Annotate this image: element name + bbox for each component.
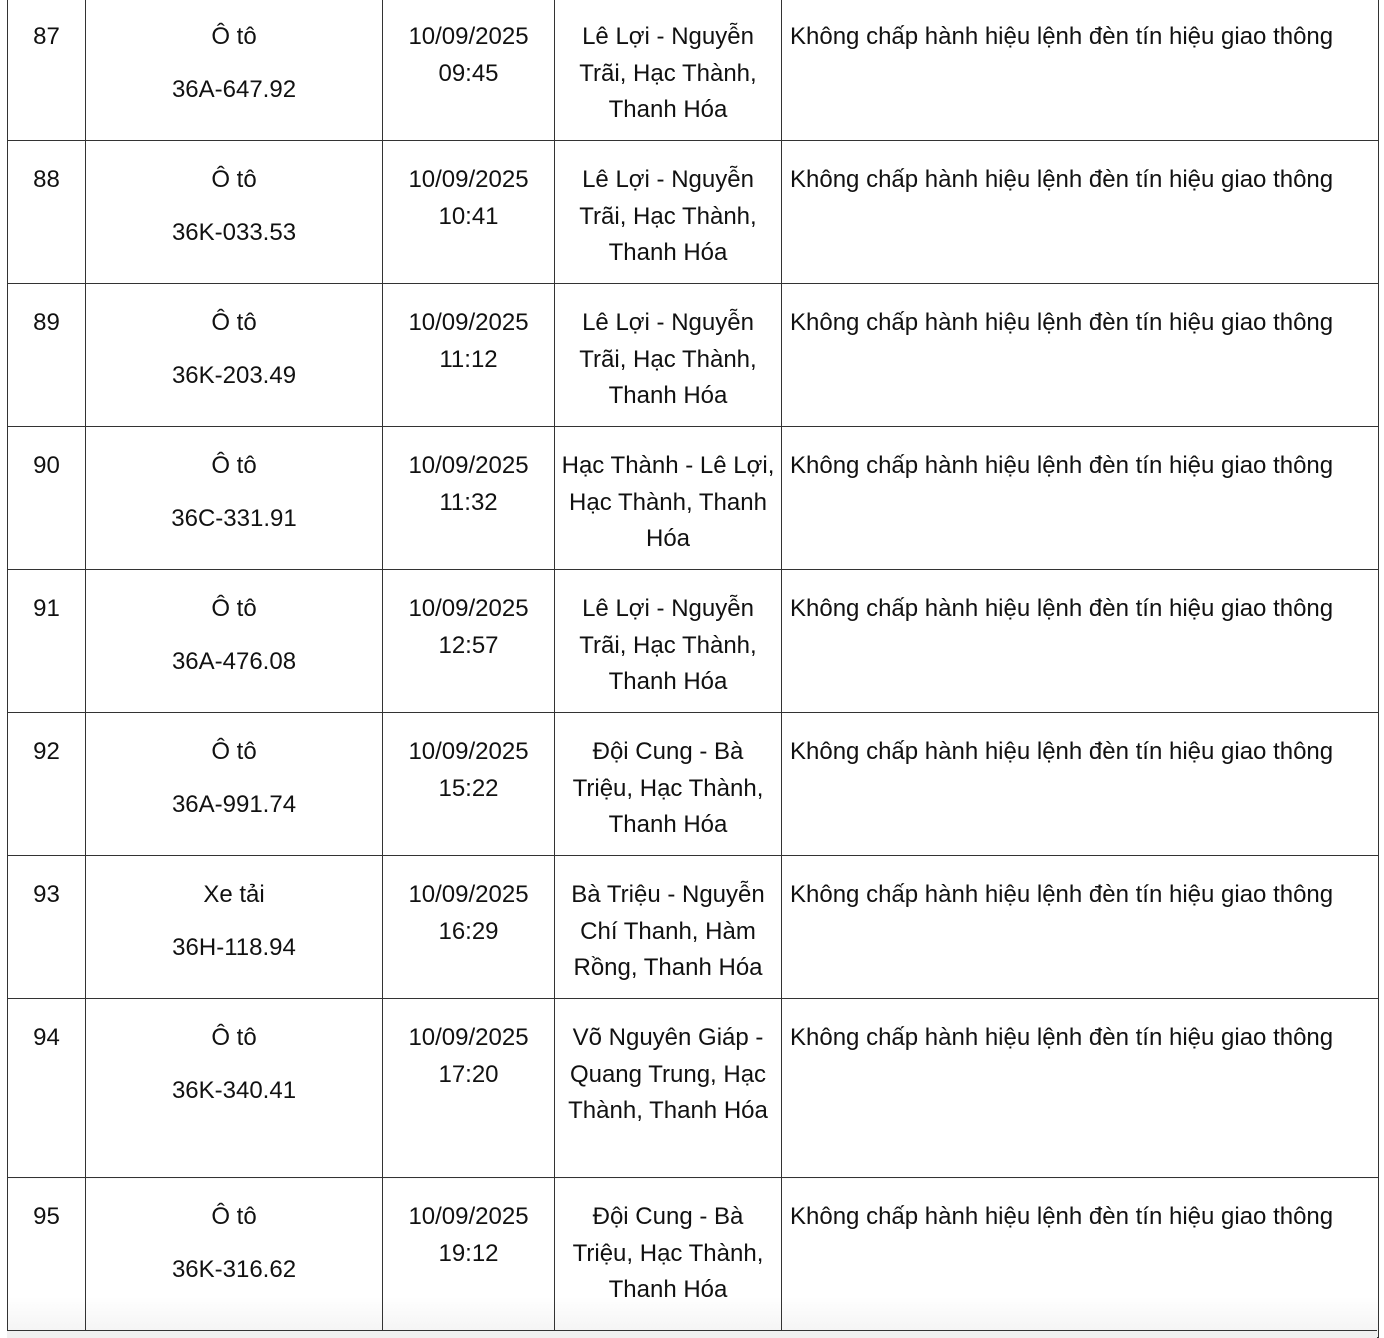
license-plate: 36A-476.08 bbox=[171, 647, 297, 675]
vehicle-cell bbox=[86, 284, 383, 427]
license-plate: 36K-033.53 bbox=[171, 218, 297, 246]
location-cell: Đội Cung - Bà Triệu, Hạc Thành, Thanh Hóa bbox=[555, 1178, 782, 1338]
table-row bbox=[8, 856, 1379, 999]
violation-date: 10/09/2025 bbox=[408, 452, 529, 479]
violation-time: 17:20 bbox=[438, 1060, 499, 1088]
location-cell: Đội Cung - Bà Triệu, Hạc Thành, Thanh Hóa bbox=[555, 713, 782, 856]
row-number: 94 bbox=[8, 999, 86, 1178]
datetime-cell bbox=[383, 856, 555, 999]
location-cell: Võ Nguyên Giáp - Quang Trung, Hạc Thành, Thanh Hóa bbox=[555, 999, 782, 1178]
location-cell: Hạc Thành - Lê Lợi, Hạc Thành, Thanh Hóa bbox=[555, 427, 782, 570]
datetime-cell bbox=[383, 570, 555, 713]
next-row-edge bbox=[7, 1330, 1377, 1338]
violation-cell: Không chấp hành hiệu lệnh đèn tín hiệu giao thông bbox=[782, 713, 1379, 856]
table-row bbox=[8, 999, 1379, 1178]
violation-time: 16:29 bbox=[438, 917, 499, 945]
location-cell: Lê Lợi - Nguyễn Trãi, Hạc Thành, Thanh Hóa bbox=[555, 0, 782, 141]
row-number: 92 bbox=[8, 713, 86, 856]
datetime-cell bbox=[383, 0, 555, 141]
table-row bbox=[8, 0, 1379, 141]
license-plate: 36A-991.74 bbox=[171, 790, 297, 818]
location-cell: Lê Lợi - Nguyễn Trãi, Hạc Thành, Thanh Hóa bbox=[555, 284, 782, 427]
location-cell: Lê Lợi - Nguyễn Trãi, Hạc Thành, Thanh Hóa bbox=[555, 141, 782, 284]
violation-date: 10/09/2025 bbox=[408, 1024, 529, 1051]
vehicle-cell bbox=[86, 570, 383, 713]
violation-date: 10/09/2025 bbox=[408, 23, 529, 50]
license-plate: 36K-316.62 bbox=[171, 1255, 297, 1283]
vehicle-cell bbox=[86, 856, 383, 999]
vehicle-cell bbox=[86, 713, 383, 856]
datetime-cell bbox=[383, 141, 555, 284]
datetime-cell bbox=[383, 999, 555, 1178]
violations-table-body bbox=[8, 0, 1379, 1338]
row-number: 90 bbox=[8, 427, 86, 570]
vehicle-type: Xe tải bbox=[203, 881, 265, 908]
violation-time: 19:12 bbox=[438, 1239, 499, 1267]
table-row bbox=[8, 141, 1379, 284]
row-number: 89 bbox=[8, 284, 86, 427]
violation-date: 10/09/2025 bbox=[408, 881, 529, 908]
table-row bbox=[8, 570, 1379, 713]
violation-cell: Không chấp hành hiệu lệnh đèn tín hiệu giao thông bbox=[782, 999, 1379, 1178]
violation-cell: Không chấp hành hiệu lệnh đèn tín hiệu giao thông bbox=[782, 570, 1379, 713]
violation-time: 11:12 bbox=[439, 345, 498, 373]
violation-date: 10/09/2025 bbox=[408, 595, 529, 622]
vehicle-cell bbox=[86, 999, 383, 1178]
vehicle-type: Ô tô bbox=[211, 738, 257, 765]
license-plate: 36C-331.91 bbox=[171, 504, 297, 532]
datetime-cell bbox=[383, 284, 555, 427]
license-plate: 36K-340.41 bbox=[171, 1076, 297, 1104]
row-number: 93 bbox=[8, 856, 86, 999]
table-row bbox=[8, 1178, 1379, 1338]
license-plate: 36H-118.94 bbox=[172, 933, 296, 961]
vehicle-type: Ô tô bbox=[211, 23, 257, 50]
row-number: 91 bbox=[8, 570, 86, 713]
vehicle-cell bbox=[86, 141, 383, 284]
vehicle-cell bbox=[86, 1178, 383, 1338]
location-cell: Bà Triệu - Nguyễn Chí Thanh, Hàm Rồng, Thanh Hóa bbox=[555, 856, 782, 999]
violation-time: 11:32 bbox=[439, 488, 498, 516]
datetime-cell bbox=[383, 713, 555, 856]
vehicle-cell bbox=[86, 427, 383, 570]
table-row bbox=[8, 284, 1379, 427]
datetime-cell bbox=[383, 427, 555, 570]
location-cell: Lê Lợi - Nguyễn Trãi, Hạc Thành, Thanh Hóa bbox=[555, 570, 782, 713]
row-number: 88 bbox=[8, 141, 86, 284]
license-plate: 36K-203.49 bbox=[171, 361, 297, 389]
violation-time: 10:41 bbox=[438, 202, 499, 230]
vehicle-type: Ô tô bbox=[211, 166, 257, 193]
violations-table bbox=[7, 0, 1379, 1338]
violation-cell: Không chấp hành hiệu lệnh đèn tín hiệu giao thông bbox=[782, 1178, 1379, 1338]
vehicle-type: Ô tô bbox=[211, 595, 257, 622]
row-number: 87 bbox=[8, 0, 86, 141]
violation-time: 12:57 bbox=[438, 631, 499, 659]
violation-date: 10/09/2025 bbox=[408, 309, 529, 336]
violation-time: 15:22 bbox=[438, 774, 499, 802]
violation-date: 10/09/2025 bbox=[408, 1203, 529, 1230]
row-number: 95 bbox=[8, 1178, 86, 1338]
violation-date: 10/09/2025 bbox=[408, 166, 529, 193]
license-plate: 36A-647.92 bbox=[171, 75, 297, 103]
vehicle-type: Ô tô bbox=[211, 309, 257, 336]
vehicle-type: Ô tô bbox=[211, 1203, 257, 1230]
datetime-cell bbox=[383, 1178, 555, 1338]
violation-cell: Không chấp hành hiệu lệnh đèn tín hiệu giao thông bbox=[782, 284, 1379, 427]
violation-time: 09:45 bbox=[438, 59, 499, 87]
violation-date: 10/09/2025 bbox=[408, 738, 529, 765]
violation-cell: Không chấp hành hiệu lệnh đèn tín hiệu giao thông bbox=[782, 856, 1379, 999]
vehicle-type: Ô tô bbox=[211, 1024, 257, 1051]
vehicle-cell bbox=[86, 0, 383, 141]
vehicle-type: Ô tô bbox=[211, 452, 257, 479]
table-row bbox=[8, 427, 1379, 570]
violation-cell: Không chấp hành hiệu lệnh đèn tín hiệu giao thông bbox=[782, 427, 1379, 570]
table-row bbox=[8, 713, 1379, 856]
violation-cell: Không chấp hành hiệu lệnh đèn tín hiệu giao thông bbox=[782, 141, 1379, 284]
violation-cell: Không chấp hành hiệu lệnh đèn tín hiệu giao thông bbox=[782, 0, 1379, 141]
